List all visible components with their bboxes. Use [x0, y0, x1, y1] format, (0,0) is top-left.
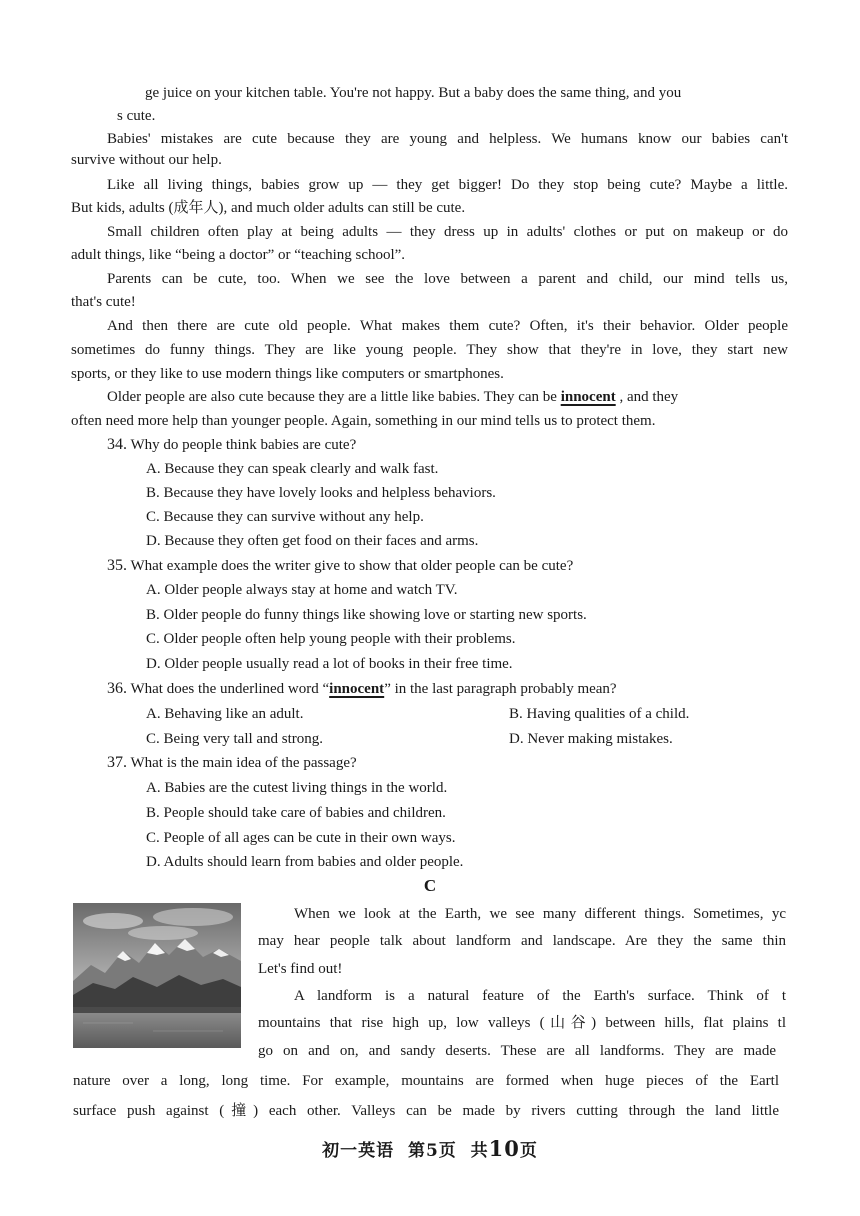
- passage-line: sports, or they like to use modern things like computers or smartphones.: [71, 366, 504, 382]
- question-number: 36.: [107, 680, 127, 697]
- option: B. People should take care of babies and children.: [146, 805, 446, 821]
- question-35: [107, 556, 573, 576]
- option: C. Because they can survive without any help.: [146, 509, 424, 525]
- option: D. Older people usually read a lot of books in their free time.: [146, 656, 513, 672]
- question-34: [107, 435, 356, 455]
- footer-subject: 初一英语: [322, 1141, 395, 1161]
- passage-line: Like all living things, babies grow up — they get bigger! Do they stop being cute? Maybe a little.: [107, 177, 788, 193]
- option: A. Babies are the cutest living things in the world.: [146, 780, 448, 796]
- passage-line: survive without our help.: [71, 152, 222, 168]
- question-number: 37.: [107, 754, 127, 771]
- passage-line: surface push against (撞) each other. Valleys can be made by rivers cutting through the land little: [73, 1103, 779, 1119]
- mountain-landscape-photo: [73, 903, 241, 1048]
- passage-line: Small children often play at being adults — they dress up in adults' clothes or put on makeup or do: [107, 224, 788, 240]
- passage-line: Babies' mistakes are cute because they are young and helpless. We humans know our babies can't: [107, 131, 788, 147]
- passage-text: Older people are also cute because they are a little like babies. They can be: [107, 389, 557, 405]
- option: A. Behaving like an adult.: [146, 706, 304, 722]
- passage-line: [107, 387, 678, 407]
- section-heading: C: [423, 876, 437, 895]
- option: A. Older people always stay at home and watch TV.: [146, 582, 458, 598]
- footer-page-number: 第5页: [407, 1141, 457, 1161]
- option: D. Because they often get food on their faces and arms.: [146, 533, 479, 549]
- question-text: Why do people think babies are cute?: [130, 437, 357, 453]
- option: C. Older people often help young people with their problems.: [146, 631, 516, 647]
- option: D. Never making mistakes.: [509, 731, 673, 747]
- passage-line: that's cute!: [71, 294, 136, 310]
- question-36: [107, 679, 617, 699]
- option: B. Having qualities of a child.: [509, 706, 690, 722]
- passage-line: When we look at the Earth, we see many different things. Sometimes, yc: [294, 906, 786, 922]
- passage-line: mountains that rise high up, low valleys (山谷) between hills, flat plains tl: [258, 1015, 786, 1031]
- passage-line: s cute.: [117, 108, 156, 124]
- option: C. People of all ages can be cute in their own ways.: [146, 830, 456, 846]
- underlined-word: innocent: [329, 681, 385, 697]
- passage-line: And then there are cute old people. What makes them cute? Often, it's their behavior. Older people: [107, 318, 788, 334]
- footer-total-prefix: 共: [470, 1141, 489, 1161]
- question-number: 34.: [107, 436, 127, 453]
- passage-line: Parents can be cute, too. When we see the love between a parent and child, our mind tells us,: [107, 271, 788, 287]
- question-text: What is the main idea of the passage?: [130, 755, 357, 771]
- passage-line: nature over a long, long time. For example, mountains are formed when huge pieces of the Eartl: [73, 1073, 779, 1089]
- option: C. Being very tall and strong.: [146, 731, 324, 747]
- question-text: What does the underlined word “: [130, 681, 330, 697]
- footer-total-suffix: 页: [519, 1141, 538, 1161]
- footer-total-number: 10: [488, 1136, 520, 1161]
- passage-line: Let's find out!: [258, 961, 343, 977]
- question-text: ” in the last paragraph probably mean?: [384, 681, 617, 697]
- passage-line: often need more help than younger people. Again, something in our mind tells us to protect them.: [71, 413, 656, 429]
- question-37: [107, 753, 357, 773]
- option: B. Older people do funny things like showing love or starting new sports.: [146, 607, 587, 623]
- passage-line: sometimes do funny things. They are like young people. They show that they're in love, they start new: [71, 342, 788, 358]
- passage-line: go on and on, and sandy deserts. These are all landforms. They are made: [258, 1043, 776, 1059]
- page-footer: [0, 1136, 860, 1161]
- passage-line: adult things, like “being a doctor” or “teaching school”.: [71, 247, 406, 263]
- underlined-word: innocent: [560, 389, 616, 405]
- passage-text: , and they: [619, 389, 679, 405]
- passage-line: A landform is a natural feature of the Earth's surface. Think of t: [294, 988, 786, 1004]
- question-text: What example does the writer give to show that older people can be cute?: [130, 558, 574, 574]
- question-number: 35.: [107, 557, 127, 574]
- option: B. Because they have lovely looks and helpless behaviors.: [146, 485, 496, 501]
- option: A. Because they can speak clearly and walk fast.: [146, 461, 439, 477]
- option: D. Adults should learn from babies and older people.: [146, 854, 464, 870]
- passage-line: ge juice on your kitchen table. You're not happy. But a baby does the same thing, and you: [145, 85, 682, 101]
- passage-line: But kids, adults (成年人), and much older adults can still be cute.: [71, 200, 466, 216]
- passage-line: may hear people talk about landform and landscape. Are they the same thin: [258, 933, 786, 949]
